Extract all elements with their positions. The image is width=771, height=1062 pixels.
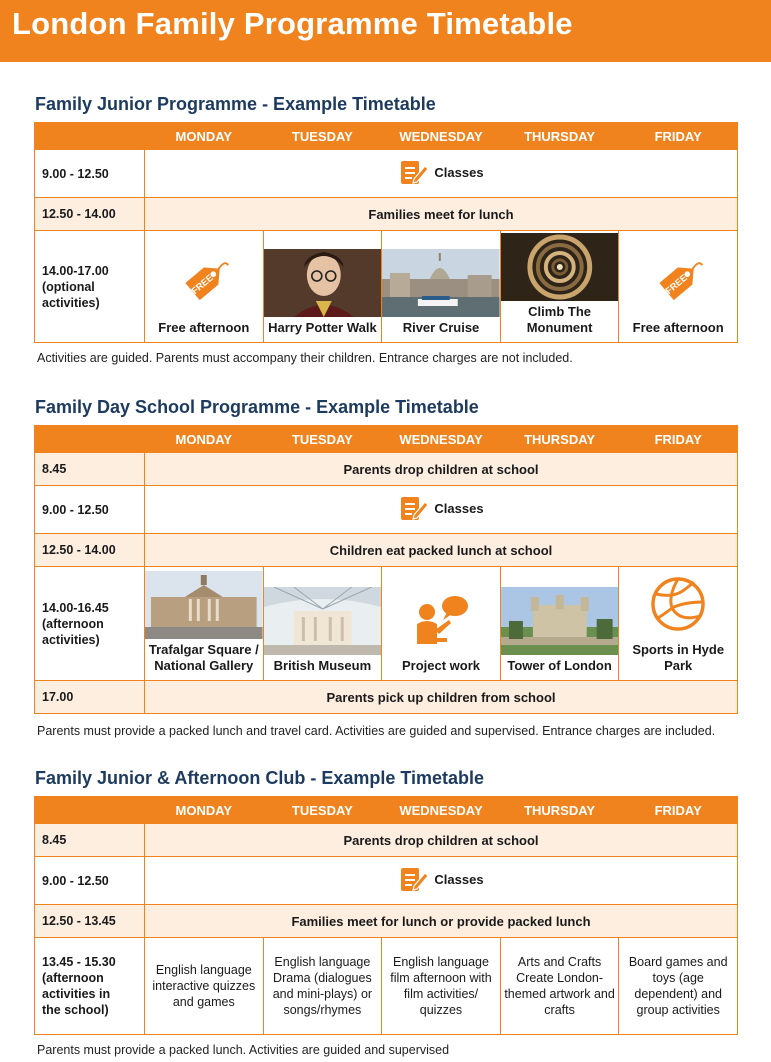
header-blank: [35, 426, 145, 453]
header-row: [35, 797, 738, 824]
activity-cell: [500, 231, 619, 343]
lunch-cell: Families meet for lunch or provide packed lunch: [145, 905, 738, 938]
club-activity-cell: English language Drama (dialogues and mini-plays) or songs/rhymes: [263, 938, 382, 1035]
table-row: [35, 824, 738, 857]
activity-label: Sports in Hyde Park: [632, 642, 725, 673]
time-cell: 9.00 - 12.50: [35, 857, 145, 905]
classes-label: Classes: [434, 871, 484, 887]
page-title: London Family Programme Timetable: [12, 6, 573, 41]
club-activity-cell: Board games and toys (age dependent) and group activities: [619, 938, 738, 1035]
day-header: FRIDAY: [619, 123, 738, 150]
section-title-afternoon-club: Family Junior & Afternoon Club - Example Timetable: [35, 768, 485, 788]
table-row: [35, 534, 738, 567]
table-row: [35, 857, 738, 905]
timetable-junior: [34, 122, 738, 343]
classes-icon: [398, 157, 428, 187]
classes-icon: [398, 493, 428, 523]
harry-potter-photo: [264, 249, 382, 317]
club-activity-cell: English language interactive quizzes and games: [145, 938, 264, 1035]
table-row: [35, 486, 738, 534]
day-header: MONDAY: [145, 123, 264, 150]
free-tag-icon: [650, 254, 706, 310]
activity-cell: [145, 231, 264, 343]
section-title-day-school: Family Day School Programme - Example Timetable: [35, 397, 479, 417]
time-cell: 17.00: [35, 681, 145, 714]
table-row: [35, 681, 738, 714]
national-gallery-photo: [145, 571, 263, 639]
activity-label: Free afternoon: [632, 320, 724, 335]
activity-label: Harry Potter Walk: [268, 320, 377, 335]
table-row: [35, 150, 738, 198]
activity-label: British Museum: [273, 658, 372, 673]
table-row: [35, 567, 738, 681]
activity-cell: [263, 567, 382, 681]
timetable-afternoon-club: [34, 796, 738, 1035]
table-row: [35, 905, 738, 938]
british-museum-photo: [264, 587, 382, 655]
activity-cell: [619, 231, 738, 343]
section-note: Parents must provide a packed lunch and travel card. Activities are guided and supervised. Entrance charges are included.: [37, 724, 716, 738]
day-header: MONDAY: [145, 426, 264, 453]
time-cell: 9.00 - 12.50: [35, 150, 145, 198]
tower-of-london-photo: [501, 587, 619, 655]
classes-cell: [145, 150, 738, 198]
day-header: WEDNESDAY: [382, 797, 501, 824]
section-note: Parents must provide a packed lunch. Activities are guided and supervised: [37, 1043, 450, 1057]
classes-icon: [398, 864, 428, 894]
day-header: WEDNESDAY: [382, 426, 501, 453]
lunch-cell: Families meet for lunch: [145, 198, 738, 231]
timetable-day-school: [34, 425, 738, 714]
table-row: [35, 198, 738, 231]
drop-off-cell: Parents drop children at school: [145, 453, 738, 486]
activity-label: Climb The Monument: [526, 304, 593, 335]
project-work-icon: [411, 590, 471, 650]
day-header: TUESDAY: [263, 797, 382, 824]
day-header: THURSDAY: [500, 123, 619, 150]
day-header: THURSDAY: [500, 426, 619, 453]
activity-label: Project work: [401, 658, 480, 673]
classes-label: Classes: [434, 500, 484, 516]
club-activity-cell: English language film afternoon with film activities/ quizzes: [382, 938, 501, 1035]
header-blank: [35, 797, 145, 824]
free-tag-icon: [176, 254, 232, 310]
activity-label: Tower of London: [507, 658, 612, 673]
lunch-cell: Children eat packed lunch at school: [145, 534, 738, 567]
activity-cell: [145, 567, 264, 681]
section-title-junior: Family Junior Programme - Example Timetable: [35, 94, 436, 114]
activity-label: Trafalgar Square / National Gallery: [148, 642, 259, 673]
header-row: [35, 426, 738, 453]
time-cell: 9.00 - 12.50: [35, 486, 145, 534]
classes-label: Classes: [434, 164, 484, 180]
activity-cell: [382, 231, 501, 343]
river-cruise-photo: [382, 249, 500, 317]
pick-up-cell: Parents pick up children from school: [145, 681, 738, 714]
page-banner: [0, 0, 771, 62]
table-row: [35, 231, 738, 343]
activity-cell: [263, 231, 382, 343]
time-cell: 14.00-16.45 (afternoon activities): [35, 567, 145, 681]
activity-label: Free afternoon: [158, 320, 250, 335]
classes-cell: [145, 857, 738, 905]
table-row: [35, 453, 738, 486]
time-cell: 8.45: [35, 453, 145, 486]
time-cell: 13.45 - 15.30 (afternoon activities in the school): [35, 938, 145, 1035]
table-row: [35, 938, 738, 1035]
club-activity-cell: Arts and Crafts Create London-themed artwork and crafts: [500, 938, 619, 1035]
activity-cell: [500, 567, 619, 681]
time-cell: 12.50 - 14.00: [35, 534, 145, 567]
header-blank: [35, 123, 145, 150]
day-header: WEDNESDAY: [382, 123, 501, 150]
ball-icon: [650, 576, 706, 632]
day-header: FRIDAY: [619, 426, 738, 453]
day-header: MONDAY: [145, 797, 264, 824]
day-header: TUESDAY: [263, 123, 382, 150]
day-header: TUESDAY: [263, 426, 382, 453]
monument-staircase-photo: [501, 233, 619, 301]
classes-cell: [145, 486, 738, 534]
header-row: [35, 123, 738, 150]
time-cell: 12.50 - 13.45: [35, 905, 145, 938]
activity-label: River Cruise: [402, 320, 480, 335]
day-header: FRIDAY: [619, 797, 738, 824]
day-header: THURSDAY: [500, 797, 619, 824]
time-cell: 12.50 - 14.00: [35, 198, 145, 231]
section-note: Activities are guided. Parents must accompany their children. Entrance charges are not included.: [37, 351, 573, 365]
time-cell: 8.45: [35, 824, 145, 857]
time-cell: 14.00-17.00 (optional activities): [35, 231, 145, 343]
drop-off-cell: Parents drop children at school: [145, 824, 738, 857]
activity-cell: [619, 567, 738, 681]
activity-cell: [382, 567, 501, 681]
